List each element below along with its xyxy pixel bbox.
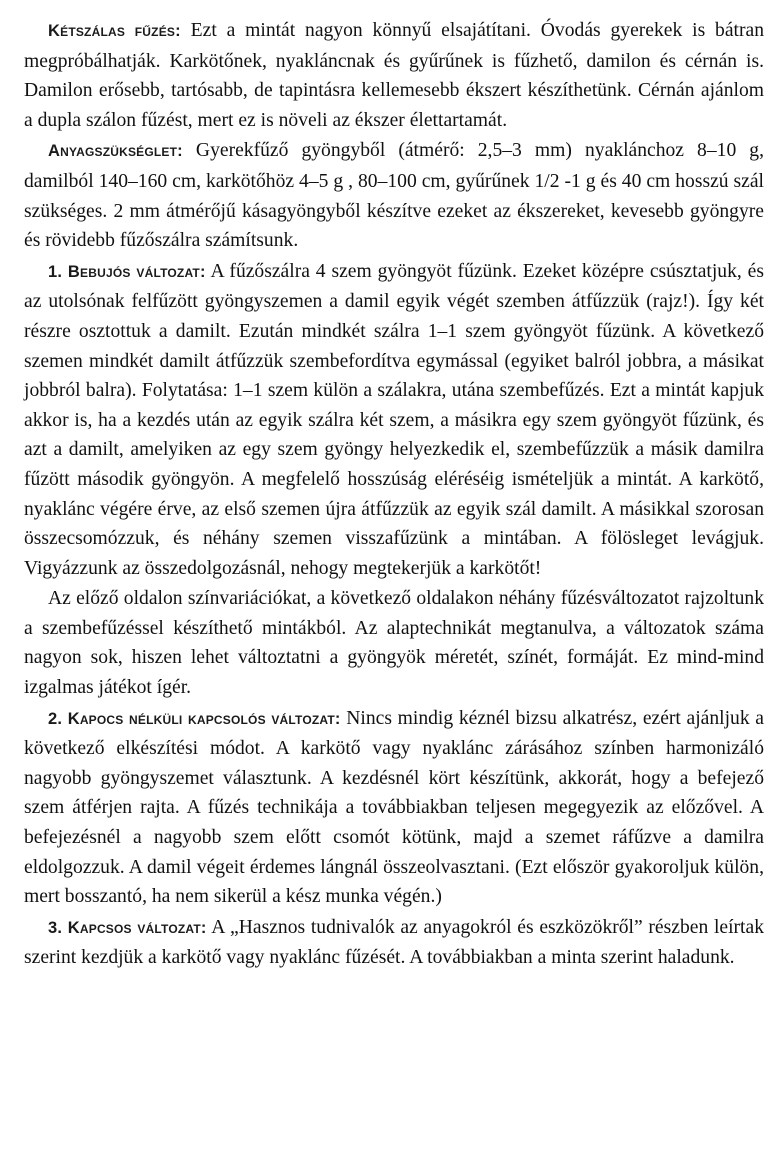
section-heading: Kétszálas fűzés: [48,22,181,40]
paragraph-kapocs-nelkuli [24,704,764,912]
paragraph-kapcsos-valtozat [24,913,764,973]
section-heading: 3. Kapcsos változat: [48,918,207,937]
paragraph-ketszalas-fuzes [24,16,764,135]
paragraph-anyagszukseglet [24,136,764,255]
section-heading: Anyagszükséglet: [48,142,183,161]
paragraph-text: Az előző oldalon színvariációkat, a következő oldalakon néhány fűzésváltozatot rajzoltunk a szembefűzéssel készíthető mintákból. Az alaptechnikát megtanulva, a változatok száma nagyon sok, hiszen lehet változtatni a gyöngyök méretét, színét, formáját. Ez mind-mind izgalmas játékot ígér. [24,588,764,699]
paragraph-text: A „Hasznos tudnivalók az anyagokról és eszközökről” részben leírtak szerint kezdjük a karkötő vagy nyaklánc fűzését. A továbbiakban a minta szerint haladunk. [24,916,764,969]
paragraph-text: Ezt a mintát nagyon könnyű elsajátítani. Óvodás gyerekek is bátran megpróbálhatják. Karkötőnek, nyakláncnak és gyűrűnek is fűzhető, damilon és cérnán is. Damilon erősebb, tartósabb, de tapintásra kellemesebb ékszert készíthetünk. Cérnán ajánlom a dupla szálon fűzést, mert ez is növeli az ékszer élettartamát. [24,20,764,131]
paragraph-text: A fűzőszálra 4 szem gyöngyöt fűzünk. Ezeket középre csúsztatjuk, és az utolsónak felfűzött gyöngyszemen a damil egyik végét szemben átfűzzük (rajz!). Így két részre osztottuk a damilt. Ezután mindkét szálra 1–1 szem gyöngyöt fűzünk. A következő szemen mindkét damilt átfűzzük szembefordítva egymással (egyiket balról jobbra, a másikat jobbról balra). Folytatása: 1–1 szem külön a szálakra, utána szembefűzés. Ezt a mintát kapjuk akkor is, ha a kezdés után az egyik szálra két szem, a másikra egy szem gyöngyöt fűzünk, és azt a damilt, amelyiken az egy szem gyöngy helyezkedik el, szembefűzzük a másik damilra fűzött második gyöngyön. A megfelelő hosszúság eléréséig ismételjük a mintát. A karkötő, nyaklánc végére érve, az első szemen újra átfűzzük az egyik szál damilt. A másikkal szorosan összecsomózzuk, és néhány szemen visszafűzünk a mintában. A fölösleget levágjuk. Vigyázzunk az összedolgozásnál, nehogy megtekerjük a karkötőt! [24,260,764,579]
section-heading: 1. Bebujós változat: [48,262,206,281]
paragraph-szinvariaciok [24,584,764,702]
paragraph-bebujos-valtozat [24,257,764,584]
paragraph-text: Gyerekfűző gyöngyből (átmérő: 2,5–3 mm) nyaklánchoz 8–10 g, damilból 140–160 cm, karkötőhöz 4–5 g , 80–100 cm, gyűrűnek 1/2 -1 g és 40 cm hosszú szál szükséges. 2 mm átmérőjű kásagyöngyből készítve ezeket az ékszereket, kevesebb gyöngyre és rövidebb fűzőszálra számítsunk. [24,140,764,252]
paragraph-text: Nincs mindig kéznél bizsu alkatrész, ezért ajánljuk a következő elkészítési módot. A karkötő vagy nyaklánc zárásához színben harmonizáló nagyobb gyöngyszemet választunk. A kezdésnél kört készítünk, akkorát, hogy a befejező szem átférjen rajta. A fűzés technikája a továbbiakban teljesen megegyezik az előzővel. A befejezésnél a nagyobb szem előtt csomót kötünk, majd a szemet ráfűzve a damilra eldolgozzuk. A damil végeit érdemes lángnál összeolvasztani. (Ezt először gyakoroljuk külön, mert bosszantó, ha nem sikerül a kész munka végén.) [24,707,765,908]
section-heading: 2. Kapocs nélküli kapcsolós változat: [48,709,341,728]
